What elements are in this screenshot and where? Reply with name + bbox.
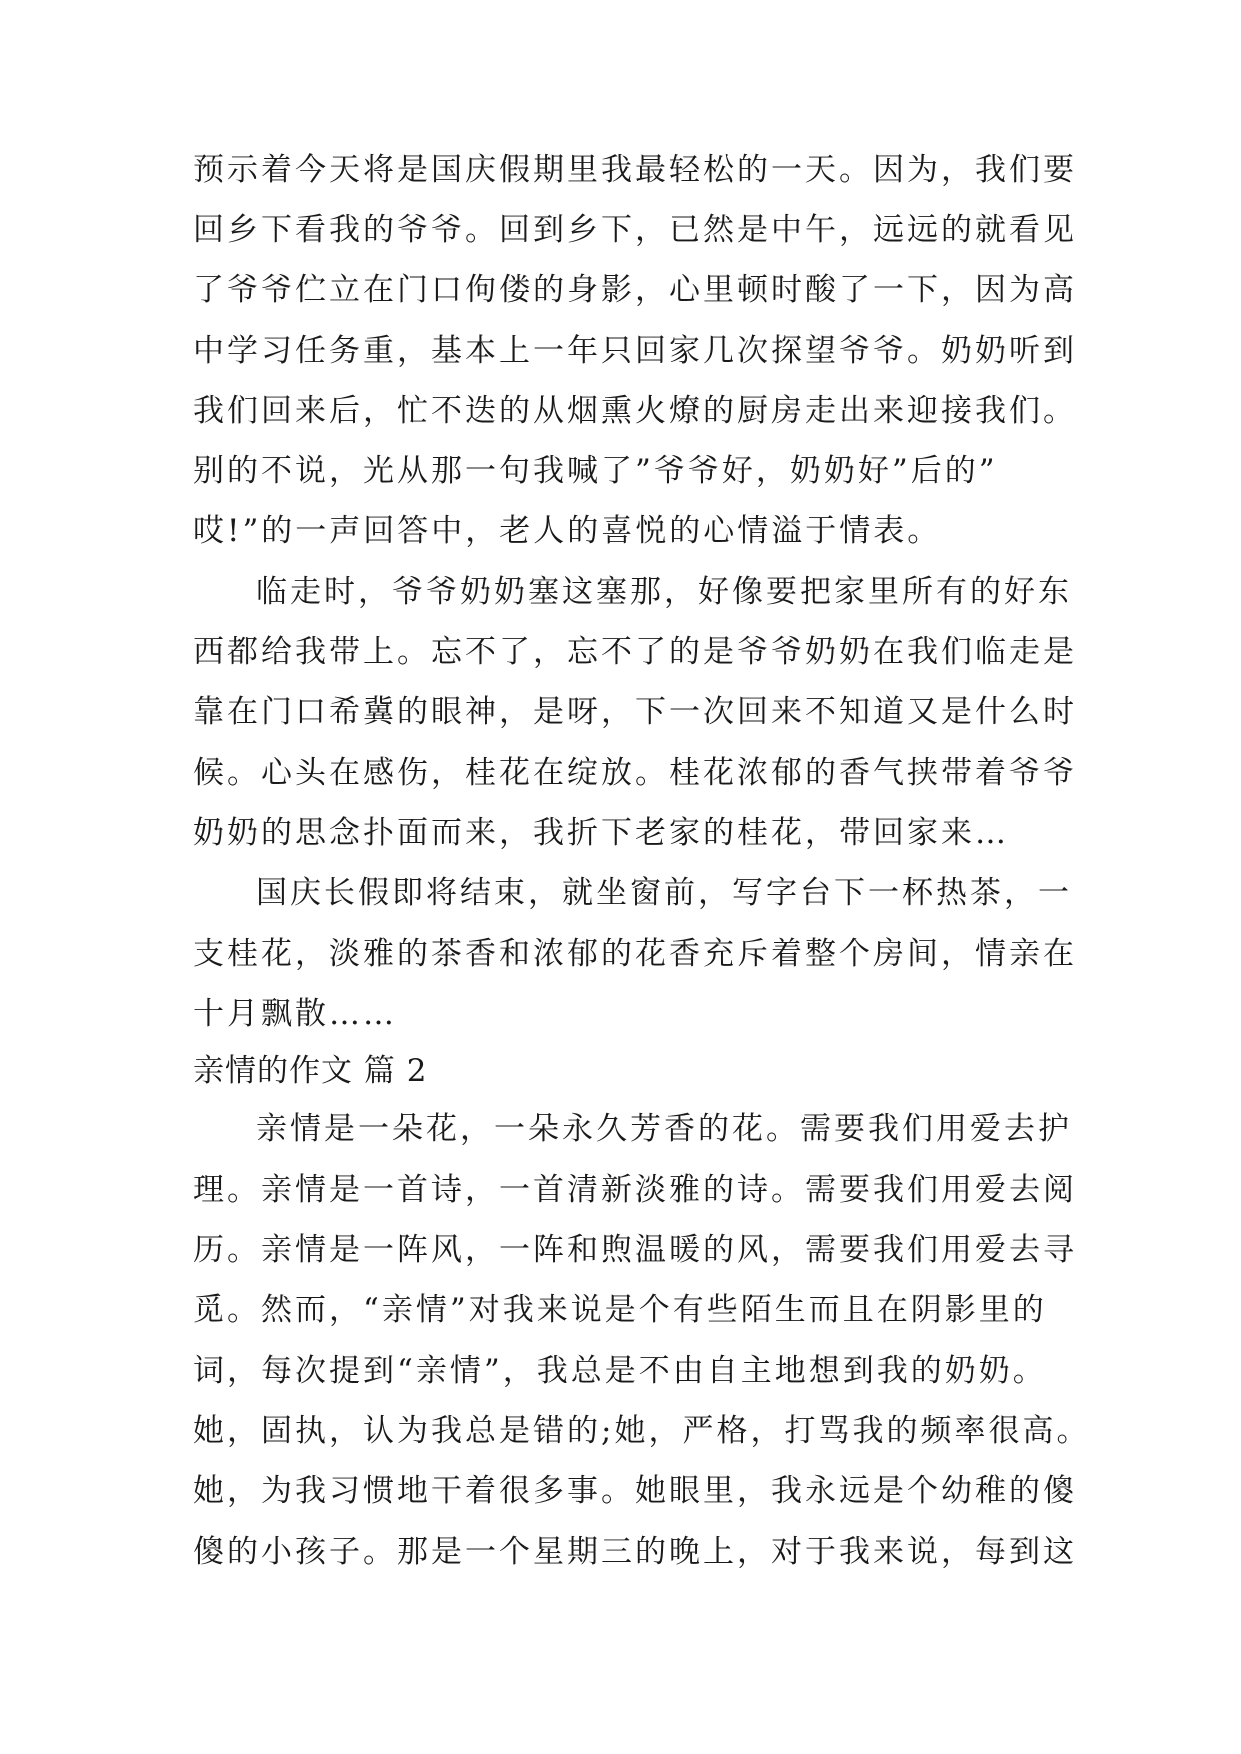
text-line: 词，每次提到“亲情”，我总是不由自主地想到我的奶奶。 [193, 1353, 1047, 1389]
text-line: 亲情是一朵花，一朵永久芳香的花。需要我们用爱去护 [256, 1111, 1072, 1147]
text-line: 靠在门口希冀的眼神，是呀，下一次回来不知道又是什么时 [193, 694, 1077, 730]
text-line: 回乡下看我的爷爷。回到乡下，已然是中午，远远的就看见 [193, 212, 1077, 248]
text-line: 临走时，爷爷奶奶塞这塞那，好像要把家里所有的好东 [256, 574, 1072, 610]
text-line: 觅。然而，“亲情”对我来说是个有些陌生而且在阴影里的 [193, 1292, 1047, 1328]
text-line: 别的不说，光从那一句我喊了”爷爷好，奶奶好”后的” [193, 453, 998, 489]
text-line: 国庆长假即将结束，就坐窗前，写字台下一杯热茶，一 [256, 875, 1072, 911]
text-line: 候。心头在感伤，桂花在绽放。桂花浓郁的香气挟带着爷爷 [193, 755, 1077, 791]
text-line: 了爷爷伫立在门口佝偻的身影，心里顿时酸了一下，因为高 [193, 272, 1077, 308]
text-line: 中学习任务重，基本上一年只回家几次探望爷爷。奶奶听到 [193, 333, 1077, 369]
text-line: 傻的小孩子。那是一个星期三的晚上，对于我来说，每到这 [193, 1534, 1077, 1570]
text-line: 十月飘散…… [193, 996, 397, 1032]
text-line: 西都给我带上。忘不了，忘不了的是爷爷奶奶在我们临走是 [193, 634, 1077, 670]
text-line: 她，固执，认为我总是错的;她，严格，打骂我的频率很高。 [193, 1413, 1091, 1449]
section-heading: 亲情的作文 篇 2 [193, 1053, 428, 1089]
text-line: 哎!”的一声回答中，老人的喜悦的心情溢于情表。 [193, 513, 942, 549]
text-line: 理。亲情是一首诗，一首清新淡雅的诗。需要我们用爱去阅 [193, 1172, 1077, 1208]
text-line: 她，为我习惯地干着很多事。她眼里，我永远是个幼稚的傻 [193, 1473, 1077, 1509]
text-line: 历。亲情是一阵风，一阵和煦温暖的风，需要我们用爱去寻 [193, 1232, 1077, 1268]
text-line: 我们回来后，忙不迭的从烟熏火燎的厨房走出来迎接我们。 [193, 393, 1077, 429]
text-line: 支桂花，淡雅的茶香和浓郁的花香充斥着整个房间，情亲在 [193, 936, 1077, 972]
text-line: 奶奶的思念扑面而来，我折下老家的桂花，带回家来… [193, 815, 1009, 851]
text-line: 预示着今天将是国庆假期里我最轻松的一天。因为，我们要 [193, 152, 1077, 188]
